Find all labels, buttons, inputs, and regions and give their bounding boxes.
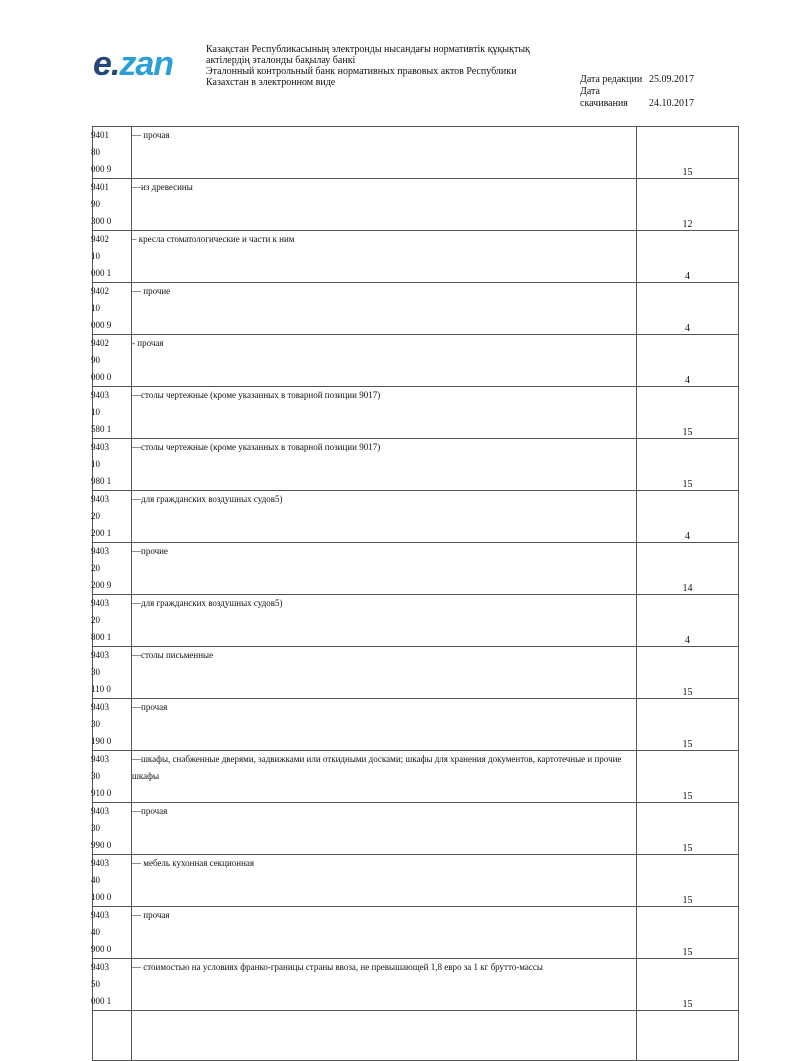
code-part: 30: [91, 719, 100, 729]
tnved-code-cell: [93, 127, 132, 179]
table-row: [93, 543, 739, 595]
tnved-code-cell: [93, 283, 132, 335]
rate-cell: [637, 439, 739, 491]
table-row: [93, 231, 739, 283]
empty-cell: [132, 1011, 637, 1061]
rate-cell: [637, 907, 739, 959]
rate-cell: [637, 595, 739, 647]
tnved-code-cell: [93, 387, 132, 439]
rate-value: 15: [682, 427, 693, 438]
table-row: [93, 335, 739, 387]
rate-value: 4: [685, 635, 690, 646]
code-part: 990 0: [91, 840, 112, 850]
table-row: [93, 959, 739, 1011]
code-part: 10: [91, 251, 100, 261]
code-part: 10: [91, 303, 100, 313]
code-part: 9403: [91, 858, 109, 868]
tnved-code-cell: [93, 543, 132, 595]
code-part: 20: [91, 563, 100, 573]
tnved-code-cell: [93, 595, 132, 647]
description-cell: — мебель кухонная секционная: [132, 855, 637, 907]
header-line: Казахстан в электронном виде: [206, 77, 336, 88]
rate-value: 4: [685, 375, 690, 386]
empty-cell: [93, 1011, 132, 1061]
code-part: 9403: [91, 650, 109, 660]
code-part: 9402: [91, 286, 109, 296]
code-part: 10: [91, 459, 100, 469]
description-cell: —для гражданских воздушных судов5): [132, 491, 637, 543]
rate-value: 4: [685, 323, 690, 334]
rate-value: 12: [682, 219, 693, 230]
rate-value: 4: [685, 271, 690, 282]
code-part: 9401: [91, 182, 109, 192]
rate-cell: [637, 647, 739, 699]
table-row: [93, 803, 739, 855]
code-part: 9403: [91, 390, 109, 400]
code-part: 200 1: [91, 528, 112, 538]
rate-cell: [637, 543, 739, 595]
tnved-code-cell: [93, 179, 132, 231]
code-part: 9403: [91, 494, 109, 504]
table-row: [93, 699, 739, 751]
description-cell: —из древесины: [132, 179, 637, 231]
code-part: 20: [91, 615, 100, 625]
rate-cell: [637, 335, 739, 387]
rate-value: 15: [682, 895, 693, 906]
code-part: 40: [91, 927, 100, 937]
code-part: 9402: [91, 338, 109, 348]
table-row: [93, 647, 739, 699]
header-line: Казақстан Республикасының электронды нысандағы нормативтік құқықтық: [206, 44, 530, 55]
description-cell: —прочая: [132, 803, 637, 855]
tnved-code-cell: [93, 907, 132, 959]
table-row: [93, 439, 739, 491]
code-part: 900 0: [91, 944, 112, 954]
rate-value: 15: [682, 687, 693, 698]
code-part: 9403: [91, 962, 109, 972]
code-part: 9403: [91, 806, 109, 816]
rate-cell: [637, 855, 739, 907]
rate-cell: [637, 179, 739, 231]
code-part: 300 0: [91, 216, 112, 226]
tnved-code-cell: [93, 439, 132, 491]
code-part: 9401: [91, 130, 109, 140]
rate-value: 15: [682, 843, 693, 854]
rate-value: 15: [682, 791, 693, 802]
tnved-code-cell: [93, 803, 132, 855]
code-part: 30: [91, 823, 100, 833]
rate-value: 15: [682, 999, 693, 1010]
description-cell: —столы чертежные (кроме указанных в товарной позиции 9017): [132, 387, 637, 439]
rate-cell: [637, 387, 739, 439]
code-part: 40: [91, 875, 100, 885]
code-part: 000 0: [91, 372, 112, 382]
header-title: [206, 44, 530, 88]
description-cell: —столы чертежные (кроме указанных в товарной позиции 9017): [132, 439, 637, 491]
download-date-label: Дата скачивания: [580, 86, 628, 109]
table-row: [93, 855, 739, 907]
rate-value: 15: [682, 947, 693, 958]
code-part: 9403: [91, 702, 109, 712]
description-cell: —столы письменные: [132, 647, 637, 699]
table-row: [93, 907, 739, 959]
code-part: 580 1: [91, 424, 112, 434]
ezan-logo: e.zan: [93, 45, 174, 83]
table-row: [93, 491, 739, 543]
rate-cell: [637, 231, 739, 283]
header-line: Эталонный контрольный банк нормативных правовых актов Республики: [206, 66, 517, 77]
description-cell: – кресла стоматологические и части к ним: [132, 231, 637, 283]
code-part: 200 9: [91, 580, 112, 590]
table-row: [93, 751, 739, 803]
table-row: [93, 387, 739, 439]
description-cell: - прочая: [132, 335, 637, 387]
code-part: 10: [91, 407, 100, 417]
tnved-code-cell: [93, 751, 132, 803]
code-part: 9403: [91, 598, 109, 608]
tnved-code-cell: [93, 959, 132, 1011]
tnved-code-cell: [93, 335, 132, 387]
table-row: [93, 179, 739, 231]
code-part: 190 0: [91, 736, 112, 746]
code-part: 100 0: [91, 892, 112, 902]
tnved-code-cell: [93, 699, 132, 751]
rate-cell: [637, 751, 739, 803]
code-part: 9403: [91, 442, 109, 452]
table-row: [93, 127, 739, 179]
description-cell: —прочие: [132, 543, 637, 595]
rate-cell: [637, 699, 739, 751]
edition-date-label: Дата редакции: [580, 74, 643, 85]
code-part: 90: [91, 355, 100, 365]
tnved-code-cell: [93, 647, 132, 699]
description-cell: —прочая: [132, 699, 637, 751]
rate-cell: [637, 283, 739, 335]
empty-cell: [637, 1011, 739, 1061]
tnved-code-cell: [93, 855, 132, 907]
rate-value: 4: [685, 531, 690, 542]
code-part: 000 1: [91, 996, 112, 1006]
code-part: 30: [91, 771, 100, 781]
code-part: 50: [91, 979, 100, 989]
code-part: 90: [91, 199, 100, 209]
code-part: 9403: [91, 910, 109, 920]
description-cell: — прочая: [132, 907, 637, 959]
code-part: 910 0: [91, 788, 112, 798]
code-part: 9403: [91, 546, 109, 556]
download-date: 24.10.2017: [649, 98, 694, 109]
description-cell: — прочие: [132, 283, 637, 335]
code-part: 980 1: [91, 476, 112, 486]
description-cell: — стоимостью на условиях франко-границы страны ввоза, не превышающей 1,8 евро за 1 кг брутто-массы: [132, 959, 637, 1011]
rate-cell: [637, 491, 739, 543]
code-part: 30: [91, 667, 100, 677]
edition-date: 25.09.2017: [649, 74, 694, 85]
rate-value: 15: [682, 479, 693, 490]
tnved-code-cell: [93, 231, 132, 283]
tnved-code-cell: [93, 491, 132, 543]
code-part: 800 1: [91, 632, 112, 642]
code-part: 80: [91, 147, 100, 157]
description-cell: —шкафы, снабженные дверями, задвижками или откидными досками; шкафы для хранения документов, картотечные и прочие шкафы: [132, 751, 637, 803]
code-part: 110 0: [91, 684, 111, 694]
code-part: 20: [91, 511, 100, 521]
rate-value: 15: [682, 739, 693, 750]
header-line: актілердің эталонды бақылау банкі: [206, 55, 356, 66]
description-cell: —для гражданских воздушных судов5): [132, 595, 637, 647]
rate-cell: [637, 803, 739, 855]
tariff-table: [92, 126, 739, 1061]
code-part: 9402: [91, 234, 109, 244]
rate-cell: [637, 127, 739, 179]
code-part: 000 9: [91, 320, 112, 330]
table-row: [93, 595, 739, 647]
rate-cell: [637, 959, 739, 1011]
rate-value: 14: [682, 583, 693, 594]
code-part: 9403: [91, 754, 109, 764]
empty-row: [93, 1011, 739, 1061]
description-cell: — прочая: [132, 127, 637, 179]
header-dates: [580, 74, 694, 110]
rate-value: 15: [682, 167, 693, 178]
table-row: [93, 283, 739, 335]
code-part: 000 9: [91, 164, 112, 174]
code-part: 000 1: [91, 268, 112, 278]
